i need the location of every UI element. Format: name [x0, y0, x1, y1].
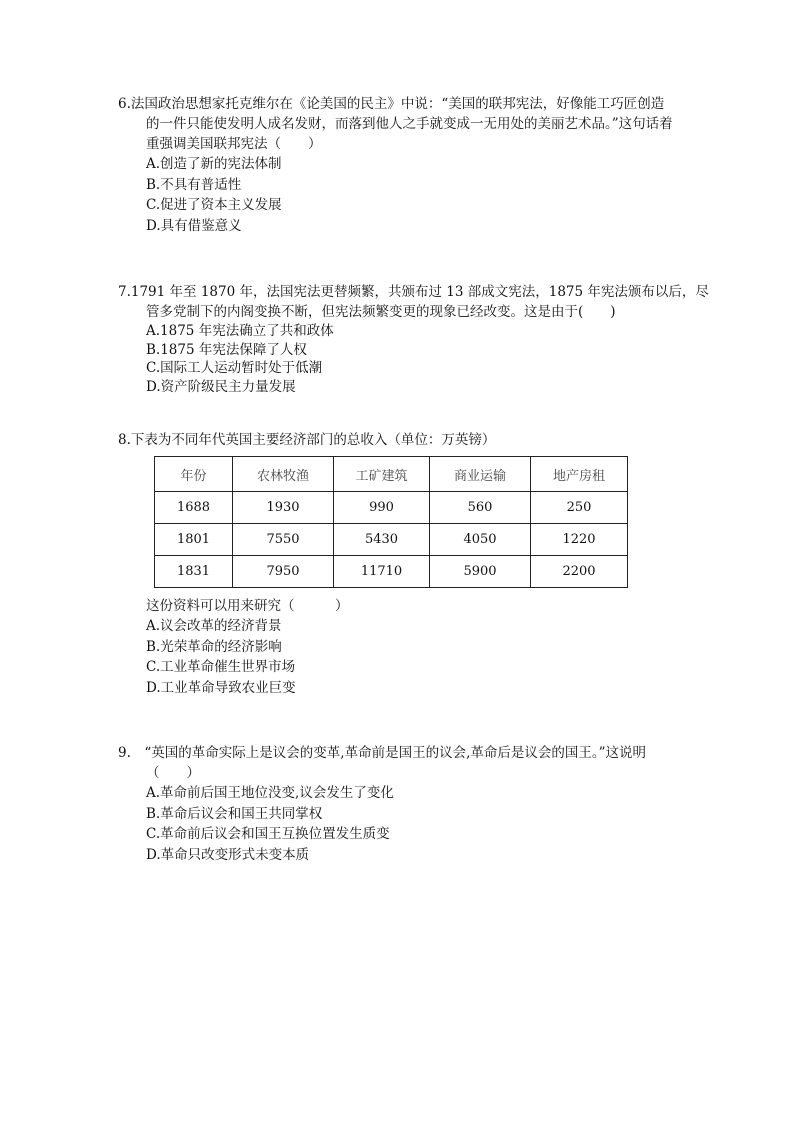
table-cell: 11710 [334, 556, 430, 588]
table-header-cell: 商业运输 [430, 457, 531, 492]
table-cell: 2200 [531, 556, 628, 588]
question-6-option-b[interactable]: B.不具有普适性 [146, 176, 242, 193]
table-cell: 250 [531, 492, 628, 524]
question-9-stem-line-1: 9. “英国的革命实际上是议会的变革,革命前是国王的议会,革命后是议会的国王。”这说明 [118, 745, 647, 761]
question-6-stem-line-1: 6.法国政治思想家托克维尔在《论美国的民主》中说：“美国的联邦宪法，好像能工巧匠创造 [118, 96, 665, 112]
question-6-stem-line-2: 的一件只能使发明人成名发财，而落到他人之手就变成一无用处的美丽艺术品。”这句话着 [146, 116, 673, 132]
table-cell: 1831 [155, 556, 233, 588]
question-9-option-d[interactable]: D.革命只改变形式未变本质 [146, 846, 310, 863]
question-6-stem-line-3: 重强调美国联邦宪法（ ） [146, 136, 322, 152]
question-9-stem-line-2: （ ） [146, 765, 200, 781]
table-header-row [155, 457, 628, 492]
question-7-stem-line-1: 7.1791 年至 1870 年，法国宪法更替频繁，共颁布过 13 部成文宪法，1875 年宪法颁布以后，尽 [118, 284, 709, 300]
question-7-option-c[interactable]: C.国际工人运动暂时处于低潮 [146, 360, 323, 376]
question-7-option-a[interactable]: A.1875 年宪法确立了共和政体 [146, 323, 334, 339]
question-8-option-c[interactable]: C.工业革命催生世界市场 [146, 659, 296, 675]
table-cell: 1930 [233, 492, 334, 524]
table-cell: 1801 [155, 524, 233, 556]
table-cell: 1688 [155, 492, 233, 524]
question-8-stem-line-2: 这份资料可以用来研究（ ） [146, 598, 349, 614]
question-8-continued [118, 596, 708, 698]
table-cell: 990 [334, 492, 430, 524]
table-cell: 4050 [430, 524, 531, 556]
question-7-stem-line-2: 管多党制下的内阁变换不断，但宪法频繁变更的现象已经改变。这是由于( ) [146, 304, 616, 320]
question-6-option-d[interactable]: D.具有借鉴意义 [146, 217, 242, 234]
table-cell: 7550 [233, 524, 334, 556]
question-9-option-b[interactable]: B.革命后议会和国王共同掌权 [146, 805, 323, 822]
table-cell: 560 [430, 492, 531, 524]
table-row [155, 556, 628, 588]
question-9-option-c[interactable]: C.革命前后议会和国王互换位置发生质变 [146, 826, 390, 842]
table-header-cell: 年份 [155, 457, 233, 492]
table-cell: 5430 [334, 524, 430, 556]
question-7-option-d[interactable]: D.资产阶级民主力量发展 [146, 378, 296, 395]
question-7 [118, 282, 708, 396]
table-row [155, 492, 628, 524]
question-7-option-b[interactable]: B.1875 年宪法保障了人权 [146, 341, 307, 358]
table-cell: 1220 [531, 524, 628, 556]
question-9-option-a[interactable]: A.革命前后国王地位没变,议会发生了变化 [146, 785, 394, 801]
table-header-cell: 地产房租 [531, 457, 628, 492]
question-6-option-a[interactable]: A.创造了新的宪法体制 [146, 156, 282, 172]
question-6 [118, 94, 708, 236]
table-cell: 5900 [430, 556, 531, 588]
table-cell: 7950 [233, 556, 334, 588]
table-row [155, 524, 628, 556]
table-header-cell: 农林牧渔 [233, 457, 334, 492]
question-8 [118, 430, 708, 450]
table-header-cell: 工矿建筑 [334, 457, 430, 492]
question-6-option-c[interactable]: C.促进了资本主义发展 [146, 197, 282, 213]
question-8-option-a[interactable]: A.议会改革的经济背景 [146, 618, 282, 634]
income-table [154, 456, 628, 588]
question-9 [118, 743, 708, 865]
question-8-option-d[interactable]: D.工业革命导致农业巨变 [146, 679, 296, 696]
question-8-stem-line-1: 8.下表为不同年代英国主要经济部门的总收入（单位：万英镑） [118, 432, 496, 448]
question-8-option-b[interactable]: B.光荣革命的经济影响 [146, 638, 282, 655]
